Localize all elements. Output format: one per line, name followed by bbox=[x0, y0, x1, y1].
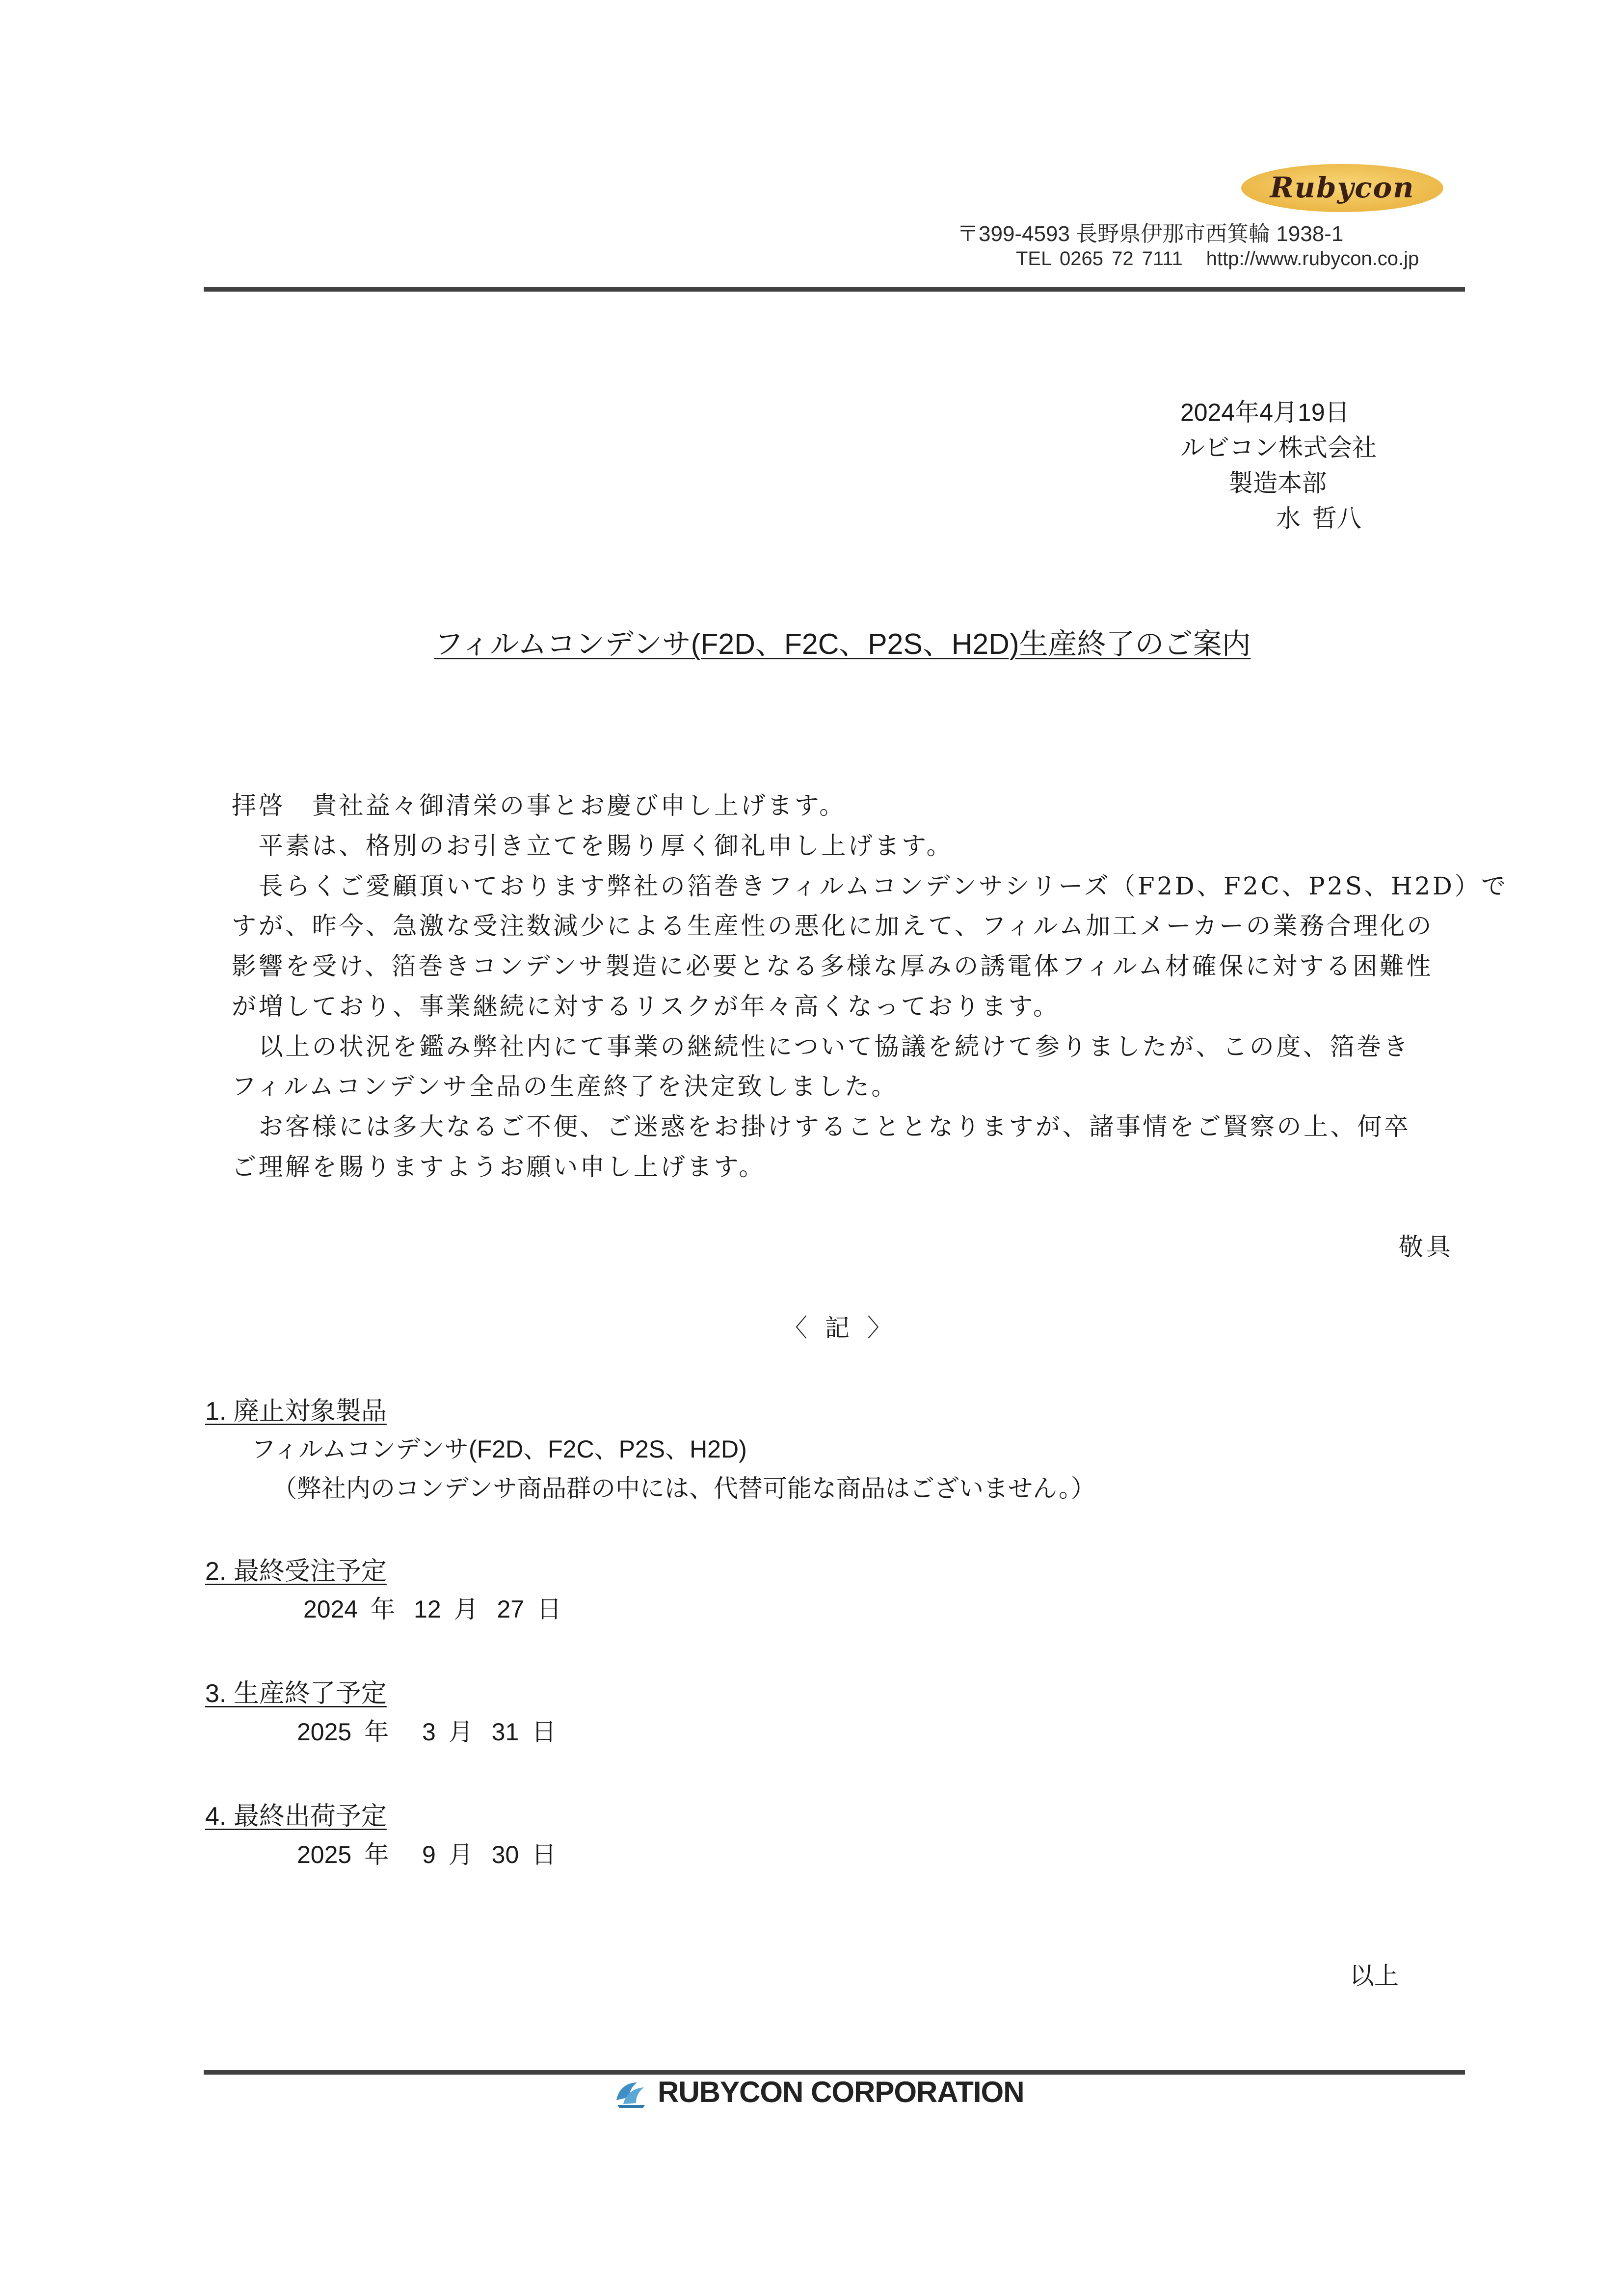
date-day-unit: 日 bbox=[532, 1718, 557, 1746]
section-2-heading: 2. 最終受注予定 bbox=[205, 1557, 387, 1586]
date-month: 12 bbox=[414, 1595, 441, 1623]
date-day-unit: 日 bbox=[532, 1841, 557, 1868]
date-month: 9 bbox=[422, 1841, 436, 1868]
last-order-date bbox=[303, 1590, 561, 1625]
date-month-unit: 月 bbox=[448, 1841, 473, 1868]
tel-number: TEL 0265 72 7111 bbox=[1016, 248, 1183, 270]
date-day: 30 bbox=[491, 1841, 519, 1868]
body-line: 影響を受け、箔巻きコンデンサ製造に必要となる多様な厚みの誘電体フィルム材確保に対する困難性 bbox=[232, 952, 1433, 980]
body-line: 拝啓 貴社益々御清栄の事とお慶び申し上げます。 bbox=[232, 791, 846, 820]
date-month-unit: 月 bbox=[453, 1595, 479, 1623]
date-year-unit: 年 bbox=[371, 1595, 396, 1623]
section-4-heading: 4. 最終出荷予定 bbox=[205, 1802, 387, 1831]
body-line: が増しており、事業継続に対するリスクが年々高くなっております。 bbox=[232, 992, 1060, 1021]
section-3-heading: 3. 生産終了予定 bbox=[205, 1679, 387, 1708]
body-line: 長らくご愛顧頂いております弊社の箔巻きフィルムコンデンサシリーズ（F2D、F2C、P2S、H2D）で bbox=[232, 872, 1508, 900]
footer-company-name: RUBYCON CORPORATION bbox=[658, 2076, 1024, 2108]
header-rule bbox=[204, 287, 1465, 292]
issue-date: 2024年4月19日 bbox=[1180, 399, 1350, 426]
ki-heading: 〈 記 〉 bbox=[783, 1314, 897, 1342]
end-mark: 以上 bbox=[1350, 1962, 1399, 1990]
rubycon-emblem-icon bbox=[614, 2080, 647, 2109]
website-url: http://www.rubycon.co.jp bbox=[1206, 248, 1419, 270]
date-year-unit: 年 bbox=[364, 1718, 389, 1746]
production-end-date bbox=[297, 1712, 556, 1748]
date-day: 27 bbox=[497, 1595, 525, 1623]
contact-line bbox=[1016, 248, 1419, 270]
last-shipment-date bbox=[297, 1835, 556, 1870]
body-line: ご理解を賜りますようお願い申し上げます。 bbox=[232, 1153, 766, 1181]
date-month: 3 bbox=[422, 1718, 436, 1746]
date-day: 31 bbox=[491, 1718, 519, 1746]
date-year-unit: 年 bbox=[364, 1841, 389, 1868]
body-line: 以上の状況を鑑み弊社内にて事業の継続性について協議を続けて参りましたが、この度、箔巻き bbox=[232, 1032, 1410, 1061]
document-title: フィルムコンデンサ(F2D、F2C、P2S、H2D)生産終了のご案内 bbox=[434, 628, 1251, 660]
postal-address: 〒399-4593 長野県伊那市西箕輪 1938-1 bbox=[957, 222, 1344, 246]
body-line: フィルムコンデンサ全品の生産終了を決定致しました。 bbox=[232, 1072, 898, 1101]
closing-keigu: 敬具 bbox=[1399, 1233, 1454, 1261]
date-day-unit: 日 bbox=[537, 1595, 562, 1623]
sender-company: ルビコン株式会社 bbox=[1180, 434, 1377, 461]
section-1-heading: 1. 廃止対象製品 bbox=[205, 1397, 387, 1426]
date-year: 2024 bbox=[303, 1595, 358, 1623]
body-line: 平素は、格別のお引き立てを賜り厚く御礼申し上げます。 bbox=[232, 832, 954, 860]
section-1-note: （弊社内のコンデンサ商品群の中には、代替可能な商品はございません。） bbox=[272, 1475, 1095, 1502]
footer-rule bbox=[204, 2070, 1465, 2075]
logo-text: Rubycon bbox=[1270, 171, 1415, 204]
rubycon-logo bbox=[1239, 162, 1445, 214]
body-line: すが、昨今、急激な受注数減少による生産性の悪化に加えて、フィルム加工メーカーの業務合理化の bbox=[232, 912, 1434, 940]
sender-department: 製造本部 bbox=[1228, 469, 1327, 497]
date-year: 2025 bbox=[297, 1718, 352, 1746]
body-line: お客様には多大なるご不便、ご迷惑をお掛けすることとなりますが、諸事情をご賢察の上、何卒 bbox=[232, 1112, 1411, 1141]
sender-name: 水 哲八 bbox=[1276, 505, 1361, 532]
date-year: 2025 bbox=[297, 1841, 352, 1868]
section-1-product: フィルムコンデンサ(F2D、F2C、P2S、H2D) bbox=[251, 1435, 747, 1463]
date-month-unit: 月 bbox=[448, 1718, 473, 1746]
